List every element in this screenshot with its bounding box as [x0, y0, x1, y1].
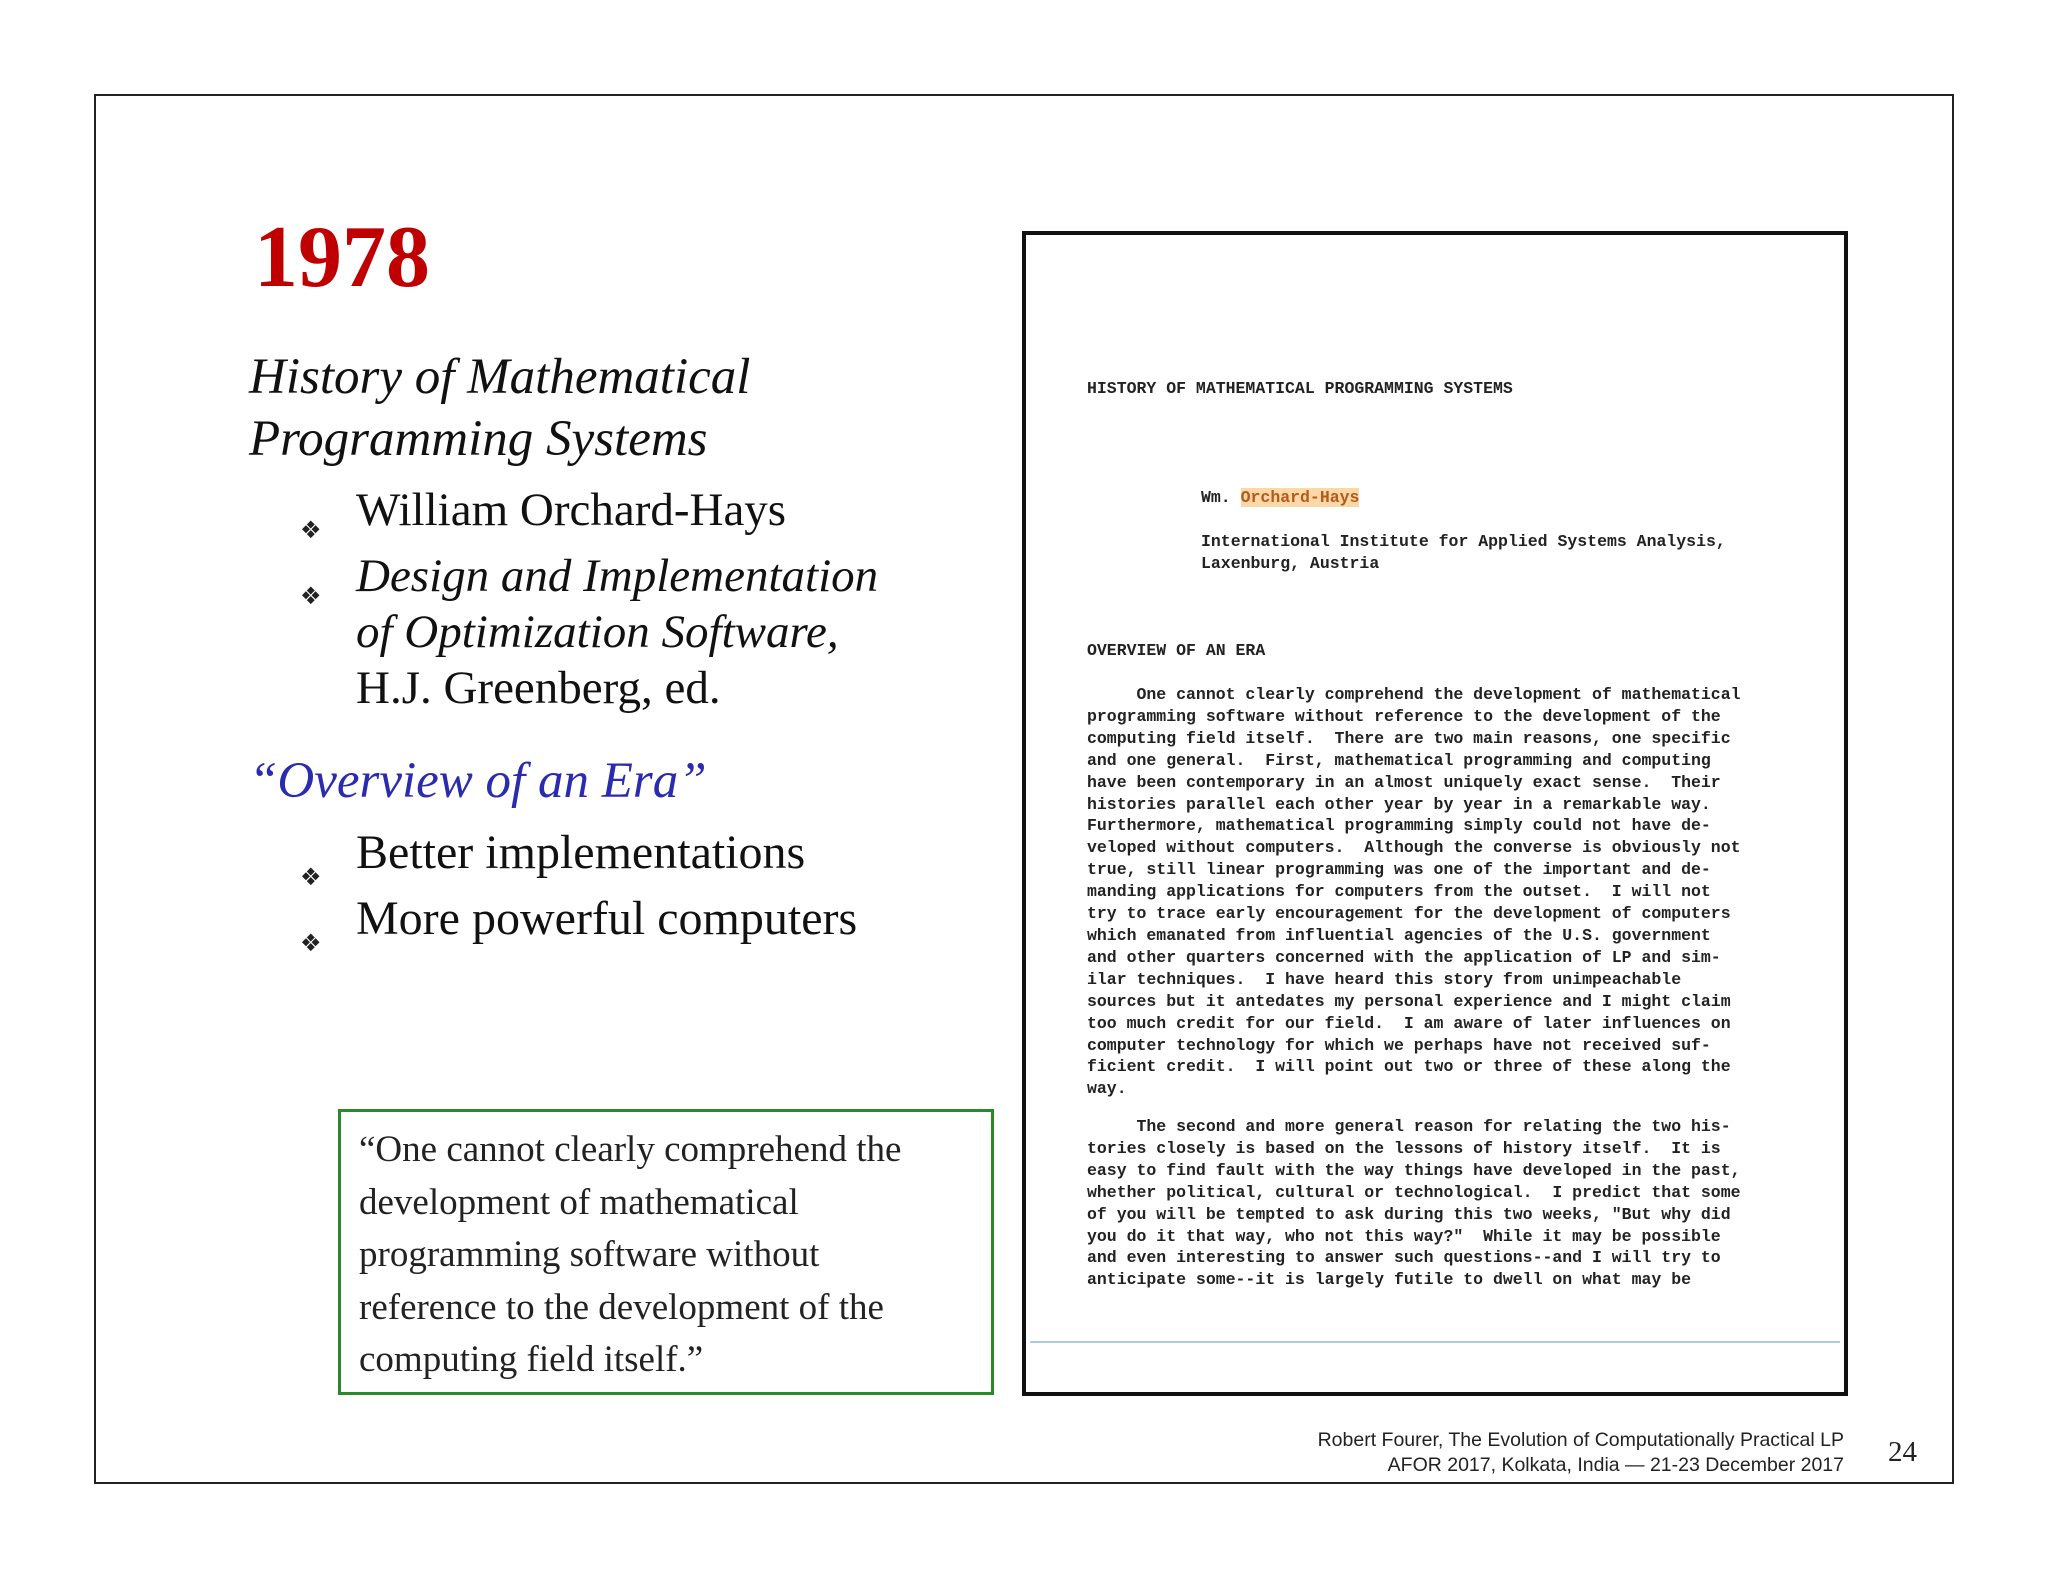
- document-paragraph-1: One cannot clearly comprehend the development of mathematical programming software without reference to the development of the computing field itself. There are two main reasons, one specific and one general. First, mathematical programming and computing have been contemporary in an almost uniquely exact sense. Their histories parallel each other year by year in a remarkable way. Furthermore, mathematical programming simply could not have de- veloped without computers. Although the converse is obviously not true, still linear programming was one of the important and de- manding applications for computers from the outset. I will not try to trace early encouragement for the development of computers which emanated from influential agencies of the U.S. government and other quarters concerned with the application of LP and sim- ilar techniques. I have heard this story from unimpeachable sources but it antedates my personal experience and I might claim too much credit for our field. I am aware of later influences on computer technology for which we perhaps have not received suf- ficient credit. I will point out two or three of these along the way.: [1087, 685, 1741, 1099]
- quote-box: [338, 1109, 994, 1395]
- page-number: 24: [1888, 1436, 1917, 1468]
- slide-footer: [1318, 1428, 1844, 1478]
- document-divider: [1030, 1341, 1840, 1343]
- era-bullet-list: [296, 820, 858, 957]
- quote-line: computing field itself.”: [359, 1339, 704, 1380]
- document-affiliation: International Institute for Applied Systems Analysis, Laxenburg, Austria: [1201, 532, 1726, 573]
- list-item: [296, 886, 858, 957]
- list-item: [296, 820, 857, 891]
- diamond-bullet-icon: ❖: [300, 929, 322, 957]
- book-title-line-2: of Optimization Software,: [356, 606, 839, 658]
- document-title: HISTORY OF MATHEMATICAL PROGRAMMING SYSTEMS: [1087, 379, 1513, 398]
- era-bullet-text: More powerful computers: [356, 892, 858, 945]
- book-editor: H.J. Greenberg, ed.: [356, 662, 721, 714]
- diamond-bullet-icon: ❖: [300, 516, 322, 544]
- diamond-bullet-icon: ❖: [300, 582, 322, 610]
- footer-line-1: Robert Fourer, The Evolution of Computationally Practical LP: [1317, 1429, 1844, 1451]
- quote-line: reference to the development of the: [359, 1286, 884, 1328]
- book-title-line-1: Design and Implementation: [356, 550, 879, 602]
- document-paragraph-2: The second and more general reason for relating the two his- tories closely is based on the lessons of history itself. It is easy to find fault with the way things have developed in the past, whether political, cultural or technological. I predict that some of you will be tempted to ask during this two weeks, "But why did you do it that way, who not this way?" While it may be possible and even interesting to answer such questions--and I will try to anticipate some--it is largely futile to dwell on what may be: [1087, 1117, 1741, 1290]
- list-item-author: [296, 482, 878, 548]
- author-name: William Orchard-Hays: [356, 484, 787, 536]
- document-scan: [1026, 235, 1844, 1392]
- subtitle-line-1: History of Mathematical: [249, 349, 751, 405]
- author-highlight: Orchard-Hays: [1240, 488, 1360, 507]
- slide-year-heading: 1978: [254, 209, 430, 306]
- quote-line: programming software without: [359, 1234, 820, 1275]
- document-author: [1201, 488, 1359, 507]
- reference-bullet-list: [296, 482, 878, 716]
- author-prefix: Wm.: [1201, 488, 1241, 507]
- footer-line-2: AFOR 2017, Kolkata, India — 21-23 December 2017: [1387, 1454, 1844, 1476]
- list-item-book: [296, 548, 878, 716]
- document-section-heading: OVERVIEW OF AN ERA: [1087, 641, 1266, 660]
- document-scan-frame: [1022, 231, 1848, 1396]
- subtitle-line-2: Programming Systems: [249, 411, 708, 467]
- era-heading: “Overview of an Era”: [249, 753, 707, 809]
- quote-line: “One cannot clearly comprehend the: [359, 1129, 902, 1170]
- diamond-bullet-icon: ❖: [300, 863, 322, 891]
- slide-subtitle: [249, 346, 750, 470]
- quote-line: development of mathematical: [359, 1181, 799, 1223]
- era-bullet-text: Better implementations: [356, 826, 806, 879]
